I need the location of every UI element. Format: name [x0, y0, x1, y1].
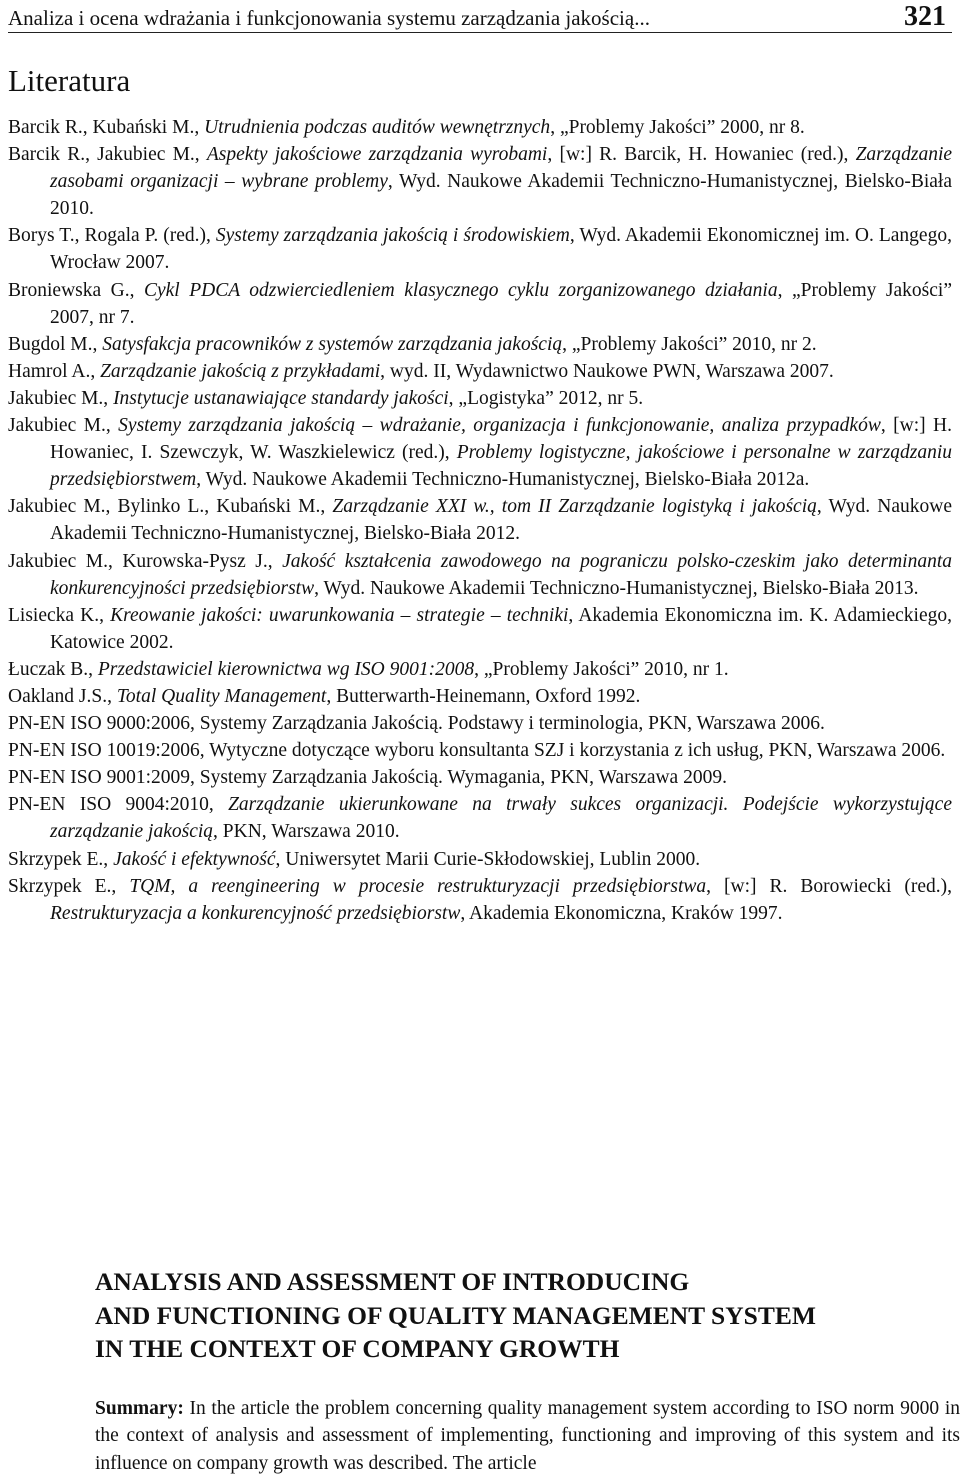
reference-text: PN-EN ISO 9001:2009, Systemy Zarządzania Jakością. Wymagania, PKN, Warszawa 2009.	[8, 767, 727, 789]
reference-entry	[8, 602, 952, 656]
reference-title: Restrukturyzacja a konkurencyjność przedsiębiorstw	[50, 902, 461, 924]
summary-paragraph	[95, 1395, 960, 1477]
reference-entry	[8, 846, 952, 873]
english-title-line: AND FUNCTIONING OF QUALITY MANAGEMENT SYSTEM	[95, 1300, 816, 1330]
reference-title: Jakość i efektywność	[113, 848, 276, 870]
reference-entry	[8, 710, 952, 737]
reference-entry	[8, 548, 952, 602]
reference-text: , Akademia Ekonomiczna im. K. Adamieckiego, Katowice 2002.	[50, 604, 952, 653]
reference-entry	[8, 277, 952, 331]
reference-text: Borys T., Rogala P. (red.),	[8, 225, 216, 247]
reference-text: Barcik R., Jakubiec M.,	[8, 144, 207, 166]
reference-title: Zarządzanie jakością z przykładami	[100, 360, 381, 382]
reference-title: Kreowanie jakości: uwarunkowania – strategie – techniki	[110, 604, 569, 626]
reference-entry	[8, 385, 952, 412]
running-title: Analiza i ocena wdrażania i funkcjonowania systemu zarządzania jakością...	[8, 6, 650, 30]
reference-text: Jakubiec M., Bylinko L., Kubański M.,	[8, 496, 333, 518]
reference-title: Systemy zarządzania jakością i środowiskiem	[215, 225, 570, 247]
reference-text: , „Problemy Jakości” 2010, nr 2.	[562, 333, 817, 355]
reference-text: , „Problemy Jakości” 2010, nr 1.	[474, 658, 729, 680]
reference-text: , Akademia Ekonomiczna, Kraków 1997.	[460, 902, 783, 924]
reference-entry	[8, 493, 952, 547]
reference-title: TQM, a reengineering w procesie restrukturyzacji przedsiębiorstwa	[129, 875, 707, 897]
reference-entry	[8, 141, 952, 222]
reference-text: PN-EN ISO 9004:2010,	[8, 794, 229, 816]
reference-title: Przedstawiciel kierownictwa wg ISO 9001:2008	[97, 658, 475, 680]
reference-list	[8, 114, 952, 927]
english-title-line: IN THE CONTEXT OF COMPANY GROWTH	[95, 1334, 620, 1363]
reference-entry	[8, 683, 952, 710]
reference-title: Aspekty jakościowe zarządzania wyrobami	[206, 144, 548, 166]
reference-text: Skrzypek E.,	[8, 875, 130, 897]
reference-text: , Wyd. Naukowe Akademii Techniczno-Humanistycznej, Bielsko-Biała 2012a.	[196, 469, 810, 491]
reference-entry	[8, 114, 952, 141]
reference-title: Satysfakcja pracowników z systemów zarządzania jakością	[102, 333, 563, 355]
reference-entry	[8, 656, 952, 683]
reference-title: Zarządzanie ukierunkowane na trwały sukces organizacji. Podejście wykorzystujące zarządzanie jakością	[50, 794, 952, 843]
reference-text: , PKN, Warszawa 2010.	[213, 821, 400, 843]
running-header	[8, 2, 952, 33]
reference-entry	[8, 331, 952, 358]
reference-text: , Uniwersytet Marii Curie-Skłodowskiej, Lublin 2000.	[275, 848, 701, 870]
reference-text: Skrzypek E.,	[8, 848, 114, 870]
page-number: 321	[904, 1, 946, 32]
reference-entry	[8, 791, 952, 845]
reference-text: Broniewska G.,	[8, 279, 144, 301]
reference-title: Instytucje ustanawiające standardy jakości	[113, 387, 449, 409]
reference-text: Oakland J.S.,	[8, 685, 117, 707]
reference-title: Jakość kształcenia zawodowego na pograniczu polsko-czeskim jako determinanta konkurencyjności przedsiębiorstw	[50, 550, 952, 599]
reference-text: , „Problemy Jakości” 2000, nr 8.	[550, 117, 805, 138]
reference-text: , [w:] R. Barcik, H. Howaniec (red.),	[547, 144, 856, 166]
reference-entry	[8, 737, 952, 764]
reference-title: Zarządzanie XXI w., tom II Zarządzanie logistyką i jakością	[332, 496, 817, 518]
reference-text: Jakubiec M.,	[8, 387, 114, 409]
reference-text: , „Problemy Jakości” 2007, nr 7.	[50, 279, 952, 328]
reference-text: , „Logistyka” 2012, nr 5.	[448, 387, 644, 409]
english-title-line: ANALYSIS AND ASSESSMENT OF INTRODUCING	[95, 1267, 690, 1296]
reference-text: , [w:] R. Borowiecki (red.),	[706, 875, 952, 897]
reference-text: Jakubiec M.,	[8, 415, 119, 437]
reference-text: Jakubiec M., Kurowska-Pysz J.,	[8, 550, 283, 572]
reference-text: Lisiecka K.,	[8, 604, 111, 626]
reference-text: , Wyd. Naukowe Akademii Techniczno-Humanistycznej, Bielsko-Biała 2012.	[50, 496, 952, 545]
reference-text: PN-EN ISO 9000:2006, Systemy Zarządzania Jakością. Podstawy i terminologia, PKN, Warszawa 2006.	[8, 713, 825, 735]
reference-entry	[8, 764, 952, 791]
english-article-title	[95, 1265, 955, 1366]
reference-text: , Wyd. Naukowe Akademii Techniczno-Humanistycznej, Bielsko-Biała 2010.	[50, 171, 952, 220]
reference-entry	[8, 873, 952, 927]
reference-text: , Wyd. Akademii Ekonomicznej im. O. Langego, Wrocław 2007.	[50, 225, 952, 274]
reference-title: Zarządzanie zasobami organizacji – wybrane problemy	[50, 144, 953, 193]
reference-entry	[8, 412, 952, 493]
reference-text: Barcik R., Kubański M.,	[8, 117, 205, 138]
reference-text: Bugdol M.,	[8, 333, 103, 355]
reference-title: Total Quality Management	[116, 685, 327, 707]
reference-entry	[8, 222, 952, 276]
section-title: Literatura	[8, 63, 131, 98]
reference-title: Cykl PDCA odzwierciedleniem klasycznego cyklu zorganizowanego działania	[143, 279, 778, 301]
reference-title: Utrudnienia podczas auditów wewnętrznych	[204, 117, 551, 138]
reference-text: Łuczak B.,	[8, 658, 98, 680]
reference-text: , [w:] H. Howaniec, I. Szewczyk, W. Waszkielewicz (red.),	[50, 415, 952, 464]
reference-entry	[8, 358, 952, 385]
summary-label: Summary:	[95, 1398, 184, 1419]
reference-text: , Wyd. Naukowe Akademii Techniczno-Humanistycznej, Bielsko-Biała 2013.	[314, 577, 919, 599]
reference-text: , Butterwarth-Heinemann, Oxford 1992.	[326, 685, 641, 707]
reference-title: Problemy logistyczne, jakościowe i personalne w zarządzaniu przedsiębiorstwem	[50, 442, 952, 491]
summary-text: In the article the problem concerning quality management system according to ISO norm 9000 in the context of analysis and assessment of implementing, functioning and improving of this system and its influence on company growth was described. The article	[95, 1398, 960, 1474]
reference-text: PN-EN ISO 10019:2006, Wytyczne dotyczące wyboru konsultanta SZJ i korzystania z ich usług, PKN, Warszawa 2006.	[8, 740, 946, 762]
reference-text: Hamrol A.,	[8, 360, 101, 382]
reference-title: Systemy zarządzania jakością – wdrażanie, organizacja i funkcjonowanie, analiza przypadków	[118, 415, 881, 437]
reference-text: , wyd. II, Wydawnictwo Naukowe PWN, Warszawa 2007.	[380, 360, 834, 382]
